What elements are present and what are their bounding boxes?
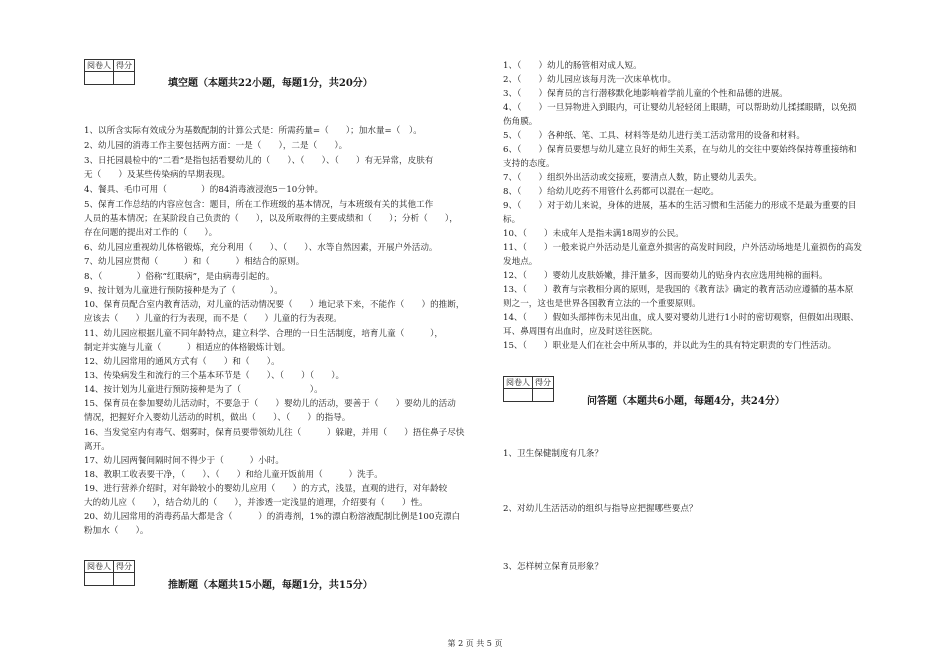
judge-line: 8、（ ）给幼儿吃药不用管什么药都可以混在一起吃。	[503, 187, 720, 197]
fill-line: 情况，把握好介入婴幼儿活动的时机，做出（ ）、（ ）的指导。	[84, 413, 351, 423]
grader-label: 阅卷人	[85, 561, 114, 573]
fill-line: 11、幼儿园应根据儿童不同年龄特点，建立科学、合理的一日生活制度，培育儿童（ ），	[84, 329, 443, 339]
fill-line: 离开。	[84, 442, 110, 452]
judge-line: 标。	[503, 215, 521, 225]
judge-line: 11、（ ）一般来说户外活动是儿童意外损害的高发时间段，户外活动场地是儿童损伤的高发	[503, 243, 862, 253]
fill-line: 19、进行营养介绍时，对年龄较小的婴幼儿应用（ ）的方式，浅显，直观的进行，对年龄较	[84, 484, 448, 494]
fill-section-title: 填空题（本题共22小题，每题1分，共20分）	[168, 78, 373, 89]
judge-section-title: 推断题（本题共15小题，每题1分，共15分）	[168, 580, 373, 591]
fill-line: 10、保育员配合室内教育活动，对儿童的活动情况要（ ）地记录下来，不能作（ ）的推断，	[84, 300, 465, 310]
qa-section-title: 问答题（本题共6小题，每题4分，共24分）	[587, 396, 785, 407]
fill-line: 无（ ）及某些传染病的早期表现。	[84, 170, 231, 180]
judge-line: 伤角膜。	[503, 117, 538, 127]
fill-line: 15、保育员在参加婴幼儿活动时，不要急于（ ）婴幼儿的活动，要善于（ ）要幼儿的活动	[84, 399, 456, 409]
fill-line: 2、幼儿园的消毒工作主要包括两方面：一是（ ），二是（ ）。	[84, 141, 348, 151]
judge-line: 12、（ ）婴幼儿皮肤娇嫩，排汗量多，因而要幼儿的贴身内衣应选用纯棉的面料。	[503, 271, 828, 281]
fill-line: 粉加水（ ）。	[84, 526, 149, 536]
grader-label: 阅卷人	[85, 60, 114, 72]
judge-line: 发地点。	[503, 257, 538, 267]
judge-line: 13、（ ）教育与宗教相分离的原则，是我国的《教育法》确定的教育活动应遵循的基本原	[503, 285, 854, 295]
fill-line: 3、日托园晨检中的“二看”是指包括看婴幼儿的（ ）、（ ）、（ ）有无异常，皮肤有	[84, 156, 434, 166]
fill-line: 13、传染病发生和流行的三个基本环节是（ ）、（ ）（ ）。	[84, 371, 345, 381]
fill-line: 20、幼儿园常用的消毒药品大都是含（ ）的消毒剂，1%的漂白粉溶液配制比例是100克漂白	[84, 512, 461, 522]
qa-question: 3、怎样树立保育员形象？	[503, 562, 603, 572]
fill-line: 14、按计划为儿童进行预防接种是为了（ ）。	[84, 385, 323, 395]
score-box-fill	[84, 59, 135, 85]
fill-line: 17、幼儿园两餐间隔时间不得少于（ ）小时。	[84, 456, 284, 466]
score-label: 得分	[533, 377, 554, 389]
fill-line: 大的幼儿应（ ），结合幼儿的（ ），并渗透一定浅显的道理，介绍要有（ ）性。	[84, 498, 428, 508]
judge-line: 3、（ ）保育员的言行潜移默化地影响着学前儿童的个性和品德的进展。	[503, 89, 788, 99]
fill-line: 12、幼儿园常用的通风方式有（ ）和（ ）。	[84, 357, 280, 367]
fill-line: 5、保育工作总结的内容应包含：题目，所在工作班级的基本情况，与本班级有关的其他工作	[84, 200, 434, 210]
fill-line: 7、幼儿园应贯彻（ ）和（ ）相结合的原则。	[84, 257, 305, 267]
judge-line: 5、（ ）各种纸、笔、工具、材料等是幼儿进行美工活动常用的设备和材料。	[503, 131, 805, 141]
judge-line: 则之一，这也是世界各国教育立法的一个重要原则。	[503, 299, 701, 309]
fill-line: 18、教职工收表要干净，（ ）、（ ）和给儿童开饭前用（ ）洗手。	[84, 470, 383, 480]
qa-question: 2、对幼儿生活活动的组织与指导应把握哪些要点？	[503, 504, 698, 514]
grader-label: 阅卷人	[504, 377, 533, 389]
judge-line: 4、（ ）一旦异物进入到眼内，可让婴幼儿轻轻闭上眼睛，可以帮助幼儿揉揉眼睛，以免损	[503, 103, 857, 113]
judge-line: 支持的态度。	[503, 159, 555, 169]
judge-line: 6、（ ）保育员要想与幼儿建立良好的师生关系，在与幼儿的交往中要始终保持尊重接纳和	[503, 145, 857, 155]
judge-line: 耳、鼻周围有出血时，应及时送往医院。	[503, 327, 658, 337]
score-label: 得分	[114, 561, 135, 573]
score-box-judge	[84, 560, 135, 586]
score-box-qa	[503, 376, 554, 402]
score-label: 得分	[114, 60, 135, 72]
judge-line: 14、（ ）假如头部摔伤未见出血，成人要对婴幼儿进行1小时的密切观察，但假如出现眼、	[503, 313, 859, 323]
judge-line: 15、（ ）职业是人们在社会中所从事的，并以此为生的具有特定职责的专门性活动。	[503, 341, 837, 351]
page-footer: 第 2 页 共 5 页	[447, 639, 503, 648]
fill-line: 9、按计划为儿童进行预防接种是为了（ ）。	[84, 286, 283, 296]
fill-line: 应该去（ ）儿童的行为表现，而不是（ ）儿童的行为表现。	[84, 314, 342, 324]
fill-line: 1、以所含实际有效成分为基数配制的计算公式是：所需药量=（ ）；加水量=（ ）。	[84, 126, 422, 136]
judge-line: 7、（ ）组织外出活动或交接班，要清点人数，防止婴幼儿丢失。	[503, 173, 762, 183]
judge-line: 1、（ ）幼儿的肠管相对成人短。	[503, 61, 642, 71]
fill-line: 16、当发觉室内有毒气、烟雾时，保育员要带领幼儿往（ ）躲避，并用（ ）捂住鼻子尽快	[84, 428, 465, 438]
judge-line: 10、（ ）未成年人是指未满18周岁的公民。	[503, 229, 684, 239]
fill-line: 6、幼儿园应重视幼儿体格锻炼，充分利用（ ）、（ ）、水等自然因素，开展户外活动。	[84, 243, 438, 253]
judge-line: 9、（ ）对于幼儿来说，身体的进展，基本的生活习惯和生活能力的形成不是最为重要的目	[503, 201, 857, 211]
fill-line: 4、餐具、毛巾可用（ ）的84消毒液浸泡5－10分钟。	[84, 185, 324, 195]
fill-line: 制定并实施与儿童（ ）相适应的体格锻炼计划。	[84, 343, 291, 353]
fill-line: 存在问题的提出对工作的（ ）。	[84, 228, 218, 238]
fill-line: 8、（ ）俗称“红眼病”，是由病毒引起的。	[84, 272, 275, 282]
fill-line: 人员的基本情况；在某阶段自己负责的（ ），以及所取得的主要成绩和（ ）；分析（ ），	[84, 214, 458, 224]
qa-question: 1、卫生保健制度有几条？	[503, 449, 603, 459]
judge-line: 2、（ ）幼儿园应该每月洗一次床单枕巾。	[503, 75, 677, 85]
